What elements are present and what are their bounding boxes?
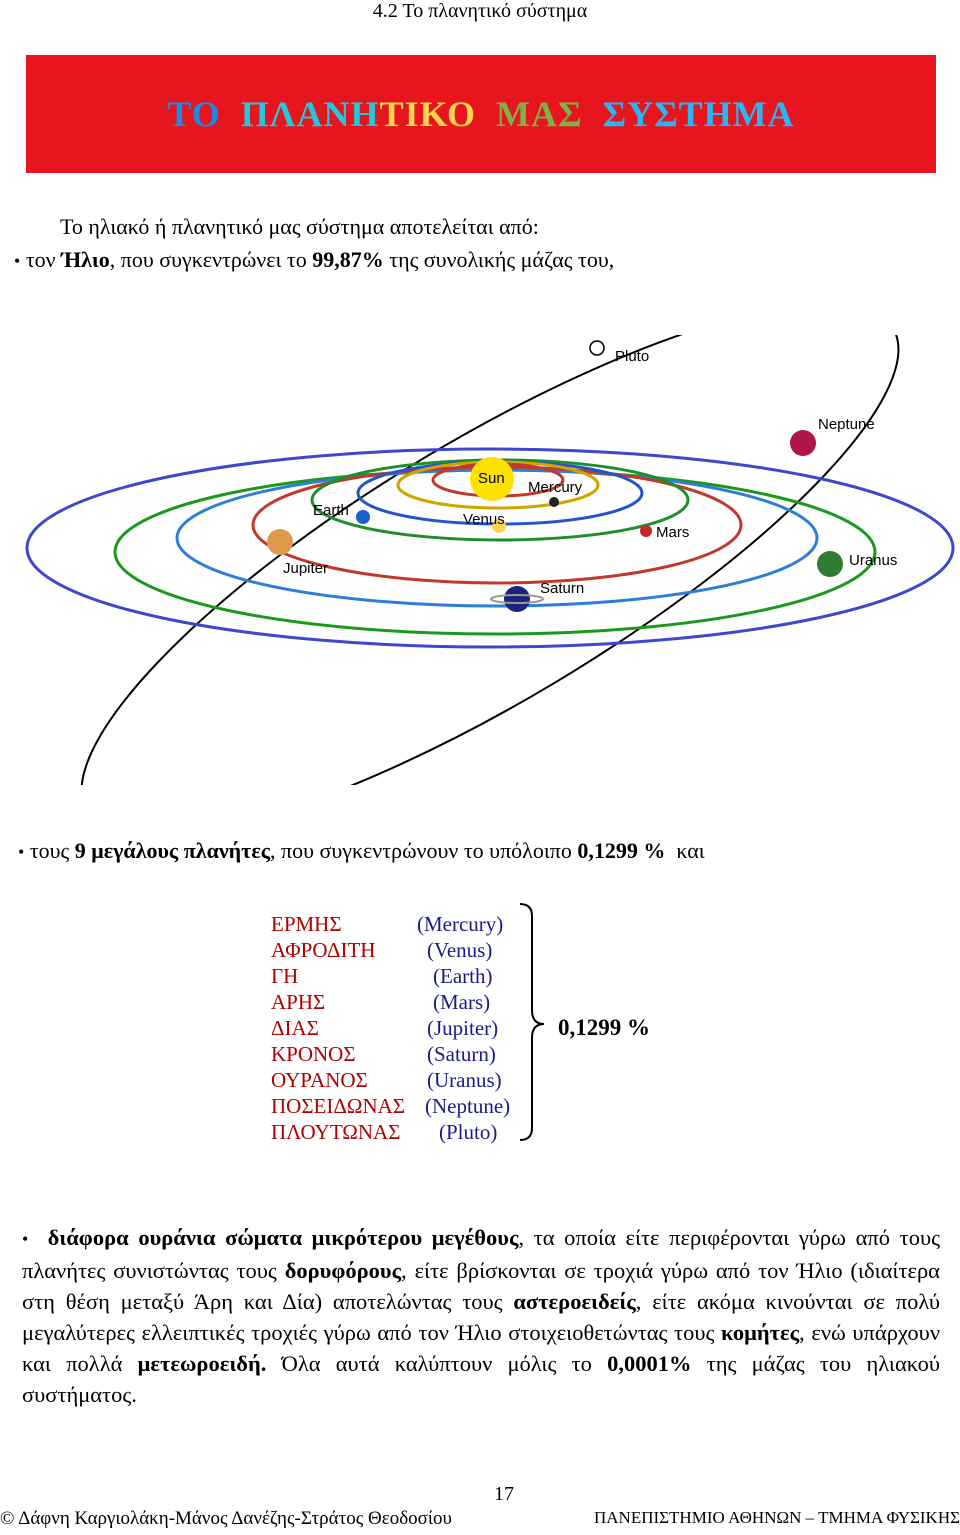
- sun-bullet-middle: , που συγκεντρώνει το: [109, 247, 307, 272]
- planet-row: [271, 1068, 502, 1094]
- mars-label: Mars: [656, 524, 690, 541]
- uranus-icon: [817, 551, 843, 577]
- neptune-icon: [790, 430, 816, 456]
- paragraph-text: , είτε ακόμα κινούνται σε πολύ μεγαλύτερες ελλειπτικές τροχιές γύρω από τον Ήλιο στοιχειοθετώντας τους: [22, 1289, 940, 1345]
- sun-bullet-prefix: τον: [25, 247, 56, 272]
- title-word-2b: ΤΙΚΟ: [379, 94, 477, 134]
- saturn-label: Saturn: [540, 580, 585, 597]
- neptune-label: Neptune: [818, 416, 875, 433]
- venus-label: Venus: [463, 511, 505, 528]
- sun-bullet-value: 99,87%: [312, 247, 384, 272]
- bullet-icon: •: [14, 251, 21, 271]
- planet-row: [271, 990, 491, 1016]
- planet-row: [271, 1042, 496, 1068]
- saturn-icon: [504, 586, 530, 612]
- planet-row: [271, 1094, 511, 1120]
- title-word-4: ΣΥΣΤΗΜΑ: [602, 94, 795, 134]
- planet-greek-name: ΟΥΡΑΝΟΣ: [271, 1068, 368, 1092]
- title-word-3: ΜΑΣ: [496, 94, 583, 134]
- paragraph-bold: δορυφόρους: [284, 1258, 402, 1283]
- paragraph-text: της μάζας του ηλιακού συστήματος.: [22, 1351, 940, 1407]
- planets-bullet-bold: 9 μεγάλους πλανήτες: [74, 838, 270, 863]
- paragraph-bold: αστεροειδείς: [513, 1289, 636, 1314]
- mercury-label: Mercury: [528, 479, 583, 496]
- jupiter-label: Jupiter: [283, 560, 329, 577]
- planet-greek-name: ΑΦΡΟΔΙΤΗ: [271, 938, 376, 962]
- planet-greek-name: ΑΡΗΣ: [271, 990, 326, 1014]
- planets-bullet-prefix: τους: [29, 838, 70, 863]
- page-number: 17: [494, 1483, 514, 1505]
- planet-row: [271, 1120, 498, 1146]
- planets-bullet: [18, 838, 705, 864]
- pluto-icon: [590, 341, 604, 355]
- planet-row: [271, 1016, 499, 1042]
- planet-english-name: (Mercury): [417, 912, 504, 936]
- paragraph-text: , είτε βρίσκονται σε τροχιά γύρω από τον Ήλιο (ιδιαίτερα στη θέση μεταξύ Άρη και Δία) αποτελώντας τους: [22, 1258, 940, 1314]
- planet-table: [271, 912, 511, 1146]
- solar-system-diagram: [0, 335, 960, 785]
- page-title: [26, 93, 936, 135]
- planet-row: [271, 964, 493, 990]
- title-word-1: ΤΟ: [167, 94, 221, 134]
- title-word-2a: ΠΛΑΝΗ: [240, 94, 380, 134]
- planet-english-name: (Venus): [427, 938, 493, 962]
- earth-label: Earth: [313, 502, 349, 519]
- paragraph-bold: μετεωροειδή.: [137, 1351, 267, 1376]
- planet-english-name: (Uranus): [427, 1068, 502, 1092]
- planet-english-name: (Mars): [433, 990, 491, 1014]
- planet-greek-name: ΔΙΑΣ: [271, 1016, 319, 1040]
- planet-english-name: (Jupiter): [427, 1016, 499, 1040]
- planets-bullet-value: 0,1299 %: [577, 838, 666, 863]
- planet-greek-name: ΓΗ: [271, 964, 299, 988]
- planets-bullet-middle: , που συγκεντρώνουν το υπόλοιπο: [270, 838, 572, 863]
- mars-icon: [640, 525, 652, 537]
- planet-row: [271, 912, 504, 938]
- paragraph-text: , ενώ υπάρχουν και πολλά: [22, 1320, 940, 1376]
- paragraph-bold: διάφορα ουράνια σώματα μικρότερου μεγέθους: [47, 1225, 519, 1250]
- mercury-icon: [549, 497, 559, 507]
- planet-english-name: (Saturn): [427, 1042, 496, 1066]
- footer-copyright: © Δάφνη Καργιολάκη-Μάνος Δανέζης-Στράτος Θεοδοσίου: [0, 1508, 452, 1529]
- paragraph-text: Όλα αυτά καλύπτουν μόλις το: [266, 1351, 608, 1376]
- section-title: 4.2 Το πλανητικό σύστημα: [372, 0, 588, 22]
- planet-english-name: (Pluto): [439, 1120, 498, 1144]
- intro-line: Το ηλιακό ή πλανητικό μας σύστημα αποτελείται από:: [60, 214, 539, 239]
- paragraph-text: , τα οποία είτε περιφέρονται γύρω από τους πλανήτες συνιστώντας τους: [22, 1225, 940, 1283]
- planet-greek-name: ΠΛΟΥΤΩΝΑΣ: [271, 1120, 401, 1144]
- earth-icon: [356, 510, 370, 524]
- paragraph-bold: 0,0001%: [607, 1351, 692, 1376]
- planet-english-name: (Neptune): [425, 1094, 511, 1118]
- sun-bullet: [14, 247, 614, 273]
- bodies-paragraph: [22, 1222, 940, 1410]
- jupiter-icon: [267, 529, 293, 555]
- planets-bullet-suffix: και: [676, 838, 705, 863]
- title-banner: [26, 55, 936, 173]
- bullet-icon: •: [22, 1229, 29, 1249]
- paragraph-bold: κομήτες: [721, 1320, 800, 1345]
- sun-bullet-bold: Ήλιο: [61, 247, 110, 272]
- planets-mass-total: 0,1299 %: [558, 1015, 650, 1040]
- planet-greek-name: ΠΟΣΕΙΔΩΝΑΣ: [271, 1094, 406, 1118]
- sun-label: Sun: [478, 470, 505, 487]
- planet-english-name: (Earth): [433, 964, 493, 988]
- sun-bullet-suffix: της συνολικής μάζας του,: [389, 247, 615, 272]
- planet-greek-name: ΚΡΟΝΟΣ: [271, 1042, 356, 1066]
- planet-row: [271, 938, 493, 964]
- bullet-icon: •: [18, 842, 25, 862]
- pluto-label: Pluto: [615, 348, 650, 365]
- footer-university: ΠΑΝΕΠΙΣΤΗΜΙΟ ΑΘΗΝΩΝ – ΤΜΗΜΑ ΦΥΣΙΚΗΣ: [594, 1508, 960, 1527]
- uranus-label: Uranus: [849, 552, 898, 569]
- curly-brace-icon: [518, 902, 548, 1142]
- planet-greek-name: ΕΡΜΗΣ: [271, 912, 342, 936]
